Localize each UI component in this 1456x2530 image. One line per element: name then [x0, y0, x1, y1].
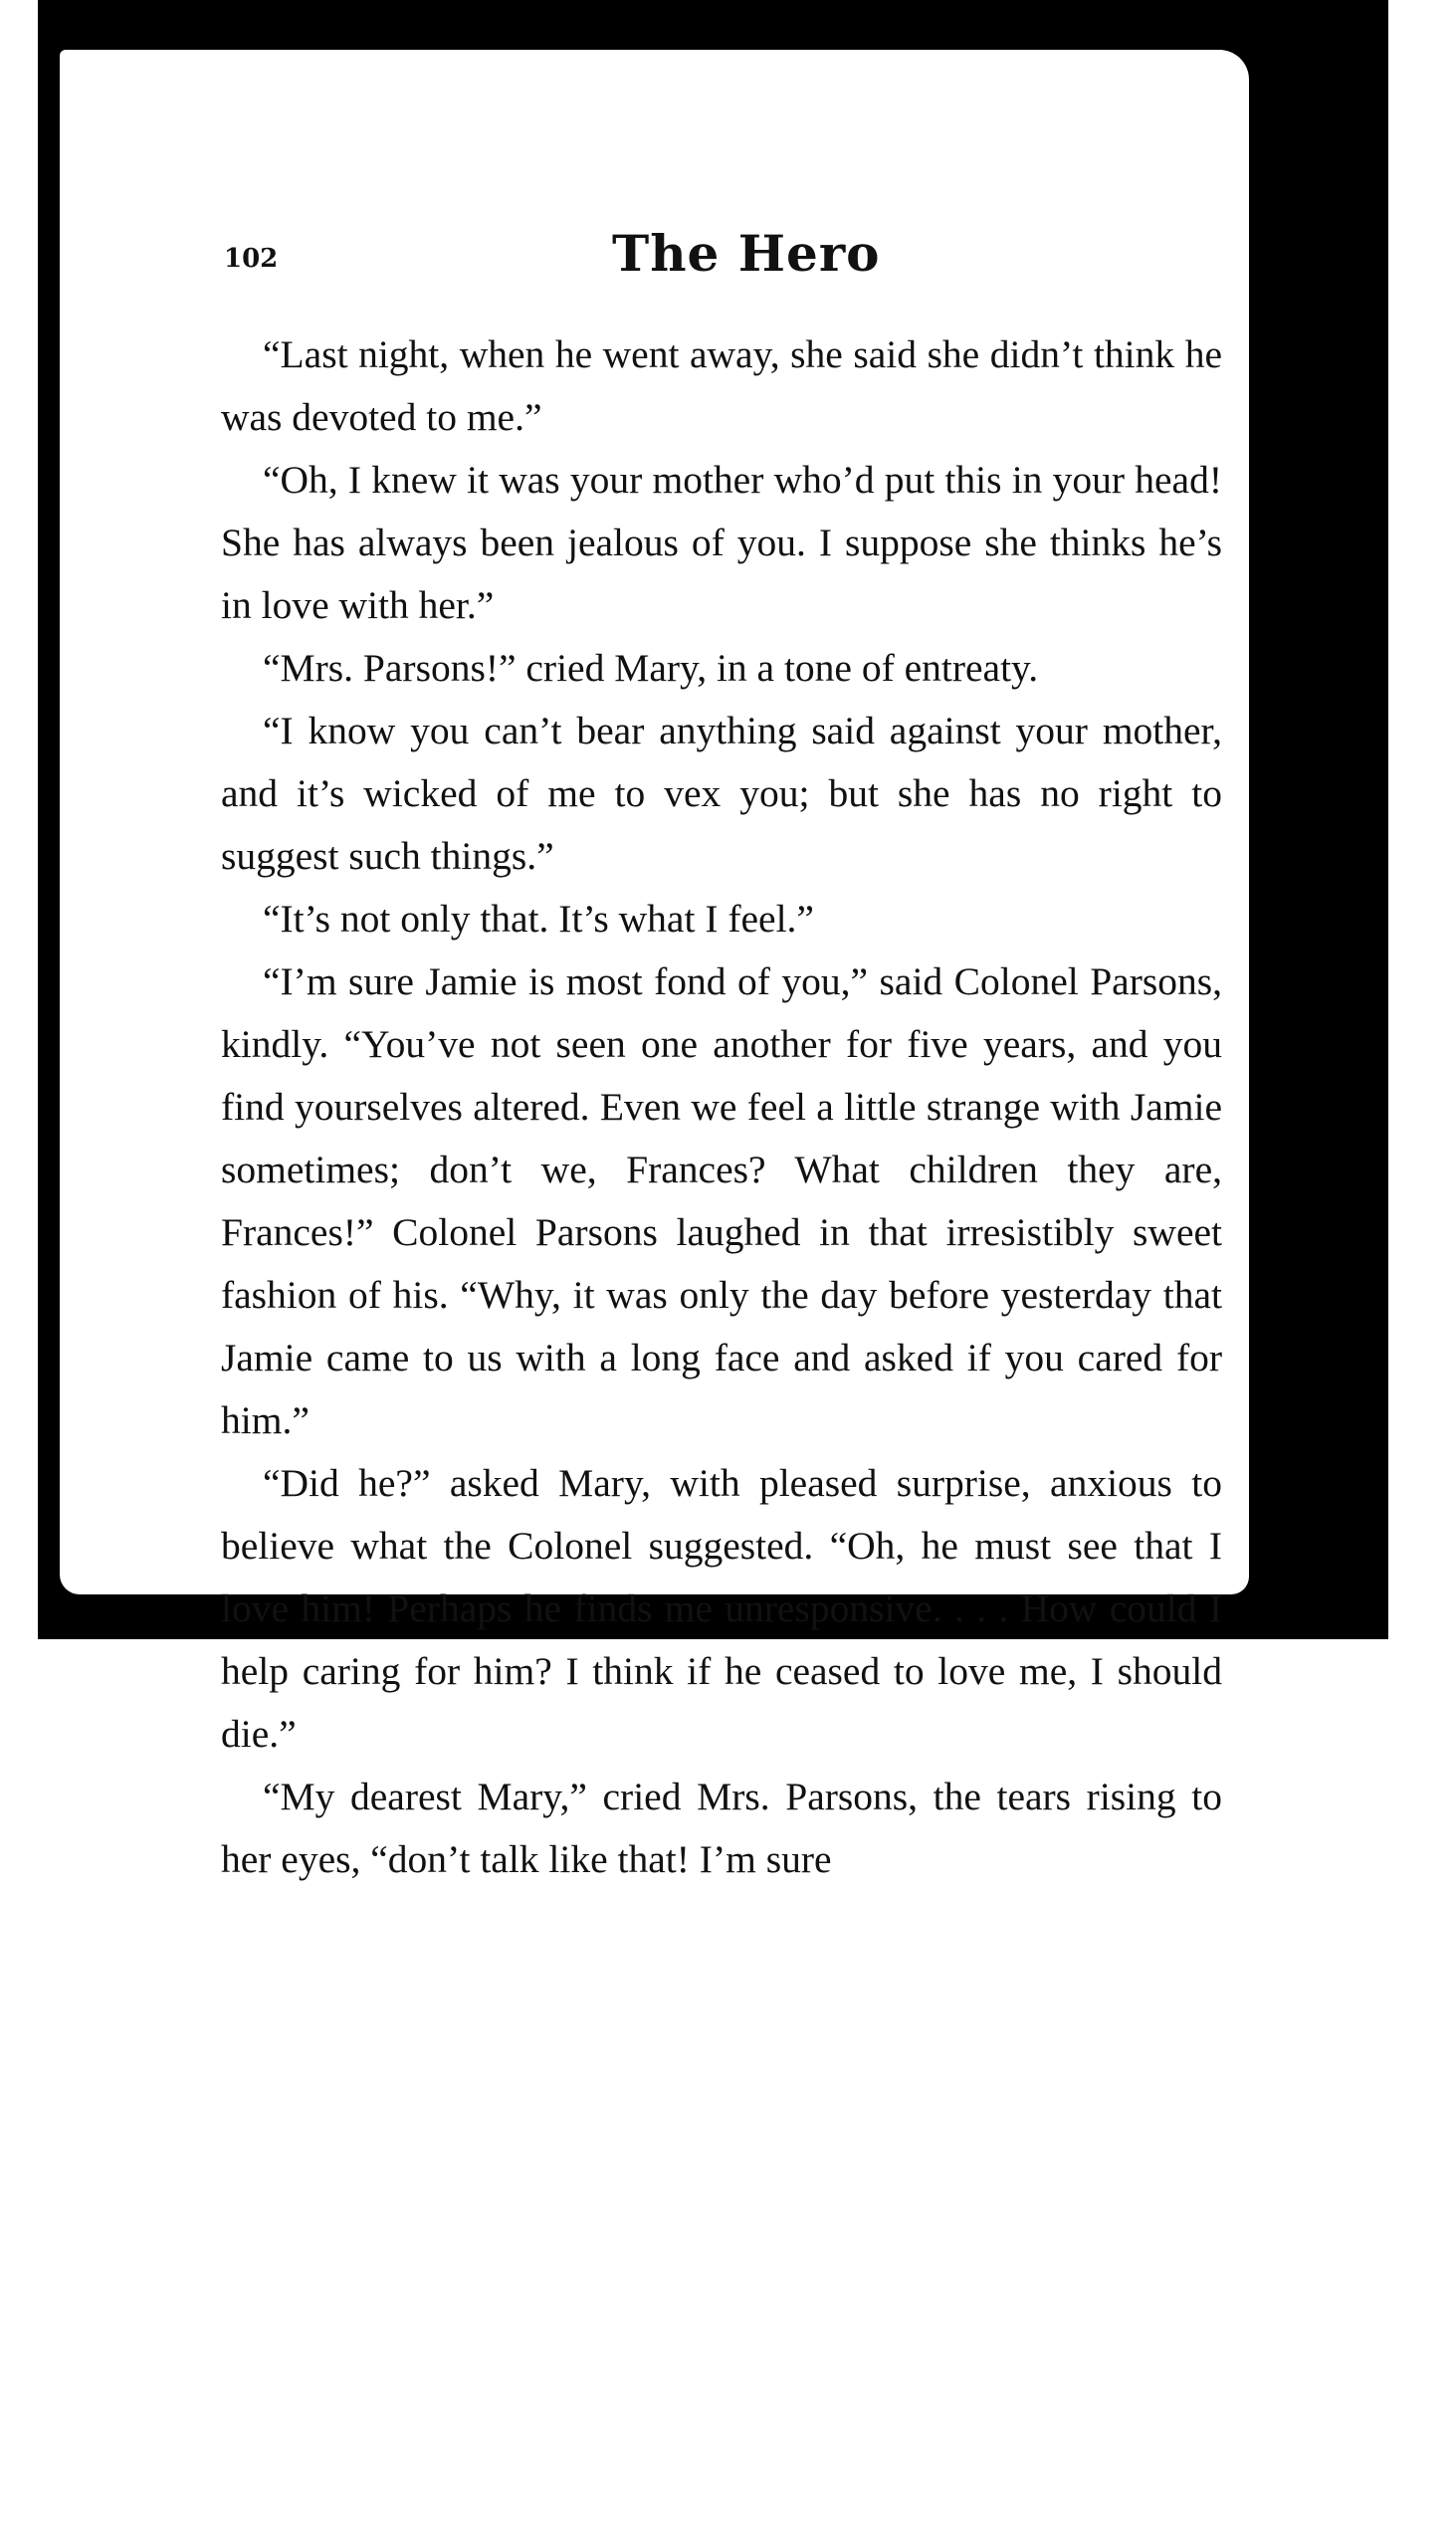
body-text	[221, 323, 1222, 1891]
paragraph: “I’m sure Jamie is most fond of you,” said Colonel Parsons, kindly. “You’ve not seen one another for five years, and you find yourselves altered. Even we feel a little strange with Jamie sometimes; don’t we, Frances? What children they are, Frances!” Colonel Parsons laughed in that irresistibly sweet fashion of his. “Why, it was only the day before yesterday that Jamie came to us with a long face and asked if you cared for him.”	[221, 959, 1222, 1442]
paragraph: “Did he?” asked Mary, with pleased surprise, anxious to believe what the Colonel suggested. “Oh, he must see that I love him! Perhaps he finds me unresponsive. . . . How could I help caring for him? I think if he ceased to love me, I should die.”	[221, 1461, 1222, 1756]
page-header	[224, 224, 1219, 304]
paragraph: “My dearest Mary,” cried Mrs. Parsons, the tears rising to her eyes, “don’t talk like that! I’m sure	[221, 1775, 1222, 1881]
paragraph: “It’s not only that. It’s what I feel.”	[263, 897, 814, 941]
paragraph: “Last night, when he went away, she said she didn’t think he was devoted to me.”	[221, 332, 1222, 439]
paragraph: “Oh, I knew it was your mother who’d put this in your head! She has always been jealous of you. I suppose she thinks he’s in love with her.”	[221, 458, 1222, 627]
page-number: 102	[224, 244, 279, 274]
running-title: The Hero	[612, 224, 881, 283]
paragraph: “I know you can’t bear anything said against your mother, and it’s wicked of me to vex you; but she has no right to suggest such things.”	[221, 709, 1222, 878]
paragraph: “Mrs. Parsons!” cried Mary, in a tone of entreaty.	[263, 646, 1039, 690]
